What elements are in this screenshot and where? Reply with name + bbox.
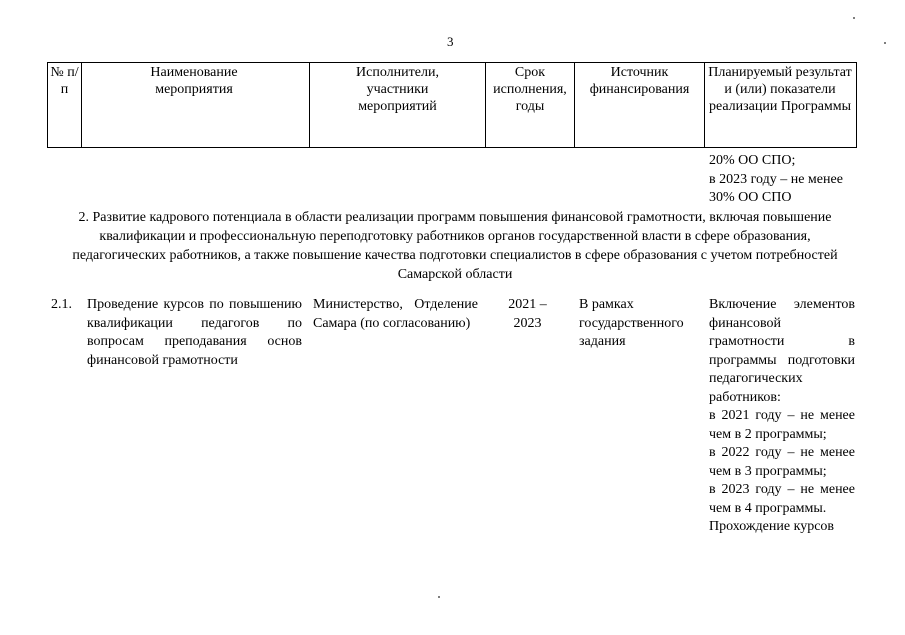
header-name: Наименование мероприятия	[150, 65, 238, 97]
carryover-line-1: 20% ОО СПО;	[709, 153, 796, 168]
row-source: В рамках государственного задания	[579, 297, 684, 349]
section-title: 2. Развитие кадрового потенциала в области реализации программ повышения финансовой грамотности, включая повышение квалификации и профессиональную переподготовку работников органов государственной власти в сфере образования, педагогических работников, а также повышение качества подготовки специалистов в сфере образования с учетом потребностей Самарской области	[72, 210, 838, 282]
header-result: Планируемый результат и (или) показатели реализации Программы	[708, 65, 852, 114]
header-executors: Исполнители, участники мероприятий	[356, 65, 439, 114]
result-paragraph-1: Включение элементов финансовой грамотности в программы подготовки педагогических работников:	[709, 297, 855, 405]
carryover-line-3: 30% ОО СПО	[709, 190, 792, 205]
scan-speck	[884, 42, 886, 44]
carryover-text	[709, 152, 859, 208]
result-paragraph-3: в 2022 году – не менее чем в 3 программы;	[709, 445, 855, 479]
row-term: 2021 – 2023	[508, 297, 547, 331]
row-name: Проведение курсов по повышению квалификации педагогов по вопросам преподавания основ финансовой грамотности	[87, 297, 302, 368]
row-number: 2.1.	[51, 297, 72, 312]
scan-speck	[853, 17, 855, 19]
row-executors: Министерство, Отделение Самара (по согласованию)	[313, 297, 478, 331]
result-paragraph-4: в 2023 году – не менее чем в 4 программы.	[709, 482, 855, 516]
result-paragraph-2: в 2021 году – не менее чем в 2 программы;	[709, 408, 855, 442]
page-number: 3	[447, 34, 454, 49]
row-result	[709, 296, 855, 537]
carryover-line-2: в 2023 году – не менее	[709, 171, 843, 187]
scan-speck	[438, 596, 440, 598]
result-paragraph-5: Прохождение курсов	[709, 519, 835, 534]
header-source: Источник финансирования	[589, 65, 690, 97]
header-num: № п/п	[50, 65, 79, 97]
header-term: Срок исполнения, годы	[493, 65, 567, 114]
